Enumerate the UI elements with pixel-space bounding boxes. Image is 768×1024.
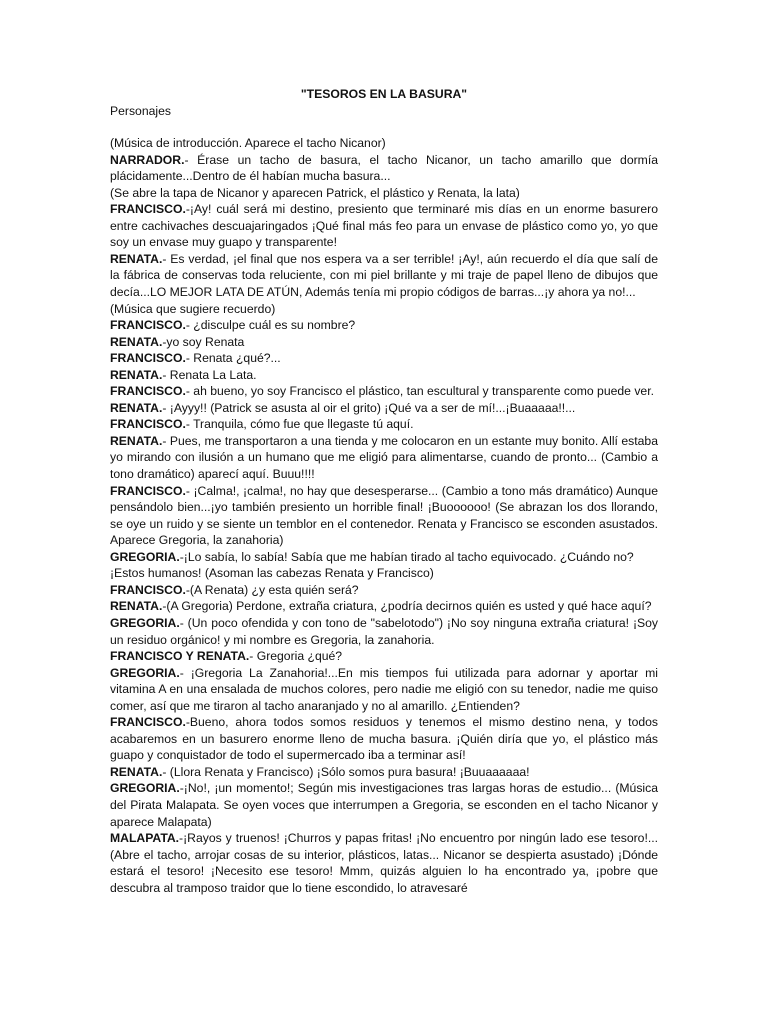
- speaker-name: RENATA.: [110, 251, 163, 266]
- stage-direction: [110, 301, 658, 318]
- stage-direction: [110, 135, 658, 152]
- characters-heading: Personajes: [110, 103, 171, 118]
- line-text: - Pues, me transportaron a una tienda y me colocaron en un estante muy bonito. Allí estaba yo mirando con ilusión a un humano que me eligió para alimentarse, cuando de pronto... (Cambio a tono dramático) aparecí aquí. Buuu!!!!: [110, 433, 658, 482]
- speaker-name: FRANCISCO.: [110, 384, 186, 399]
- line-text: (Música que sugiere recuerdo): [110, 301, 276, 316]
- script-body: [110, 135, 658, 896]
- speaker-name: RENATA.: [110, 400, 163, 415]
- line-text: - ah bueno, yo soy Francisco el plástico, tan escultural y transparente como puede ver.: [185, 384, 654, 399]
- line-text: - Tranquila, cómo fue que llegaste tú aquí.: [185, 417, 414, 432]
- speaker-name: MALAPATA.: [110, 831, 180, 846]
- speaker-name: GREGORIA.: [110, 781, 180, 796]
- speaker-name: FRANCISCO.: [110, 351, 186, 366]
- line-text: -¡Lo sabía, lo sabía! Sabía que me habían tirado al tacho equivocado. ¿Cuándo no? ¡Estos humanos! (Asoman las cabezas Renata y Francisco): [110, 549, 634, 581]
- speaker-name: RENATA.: [110, 433, 163, 448]
- dialogue-line: [110, 433, 658, 483]
- line-text: - ¡Calma!, ¡calma!, no hay que desesperarse... (Cambio a tono más dramático) Aunque pensándolo bien...¡yo también presiento un horrible final! ¡Buoooooo! (Se abrazan los dos llorando, se oye un ruido y se siente un temblor en el contenedor. Renata y Francisco se esconden asustados. Aparece Gregoria, la zanahoria): [110, 483, 658, 548]
- line-text: - Renata La Lata.: [162, 367, 257, 382]
- speaker-name: FRANCISCO.: [110, 483, 186, 498]
- line-text: -¡Rayos y truenos! ¡Churros y papas fritas! ¡No encuentro por ningún lado ese tesoro!... (Abre el tacho, arrojar cosas de su interior, plásticos, latas... Nicanor se despierta asustado) ¡Dónde estará el tesoro! ¡Necesito ese tesoro! Mmm, quizás alguien lo ha encontrado ya, ¡pobre que descubra al tramposo traidor que lo tiene escondido, lo atravesaré: [110, 831, 658, 895]
- dialogue-line: [110, 780, 658, 830]
- line-text: -yo soy Renata: [162, 334, 245, 349]
- dialogue-line: [110, 416, 658, 433]
- line-text: - ¡Ayyy!! (Patrick se asusta al oir el grito) ¡Qué va a ser de mí!...¡Buaaaaa!!...: [162, 400, 576, 415]
- line-text: - ¿disculpe cuál es su nombre?: [185, 318, 356, 333]
- dialogue-line: [110, 201, 658, 251]
- line-text: - (Llora Renata y Francisco) ¡Sólo somos pura basura! ¡Buuaaaaaa!: [162, 764, 530, 779]
- dialogue-line: [110, 549, 658, 582]
- line-text: - ¡Gregoria La Zanahoria!...En mis tiempos fui utilizada para adornar y aportar mi vitamina A en una ensalada de muchos colores, pero nadie me eligió con su tenedor, nadie me quiso comer, así que me tiraron al tacho anaranjado y no al amarillo. ¿Entienden?: [110, 665, 658, 713]
- dialogue-line: [110, 764, 658, 781]
- dialogue-line: [110, 483, 658, 549]
- dialogue-line: [110, 350, 658, 367]
- line-text: - (Un poco ofendida y con tono de "sabelotodo") ¡No soy ninguna extraña criatura! ¡Soy un residuo orgánico! y mi nombre es Gregoria, la zanahoria.: [110, 615, 658, 647]
- speaker-name: GREGORIA.: [110, 615, 180, 630]
- speaker-name: GREGORIA.: [110, 549, 180, 564]
- speaker-name: FRANCISCO Y RENATA.: [110, 649, 250, 664]
- stage-direction: [110, 185, 658, 202]
- speaker-name: RENATA.: [110, 599, 163, 614]
- speaker-name: RENATA.: [110, 764, 163, 779]
- dialogue-line: [110, 383, 658, 400]
- line-text: - Gregoria ¿qué?: [249, 649, 343, 664]
- dialogue-line: [110, 367, 658, 384]
- dialogue-line: [110, 648, 658, 665]
- dialogue-line: [110, 714, 658, 764]
- speaker-name: FRANCISCO.: [110, 417, 186, 432]
- line-text: - Renata ¿qué?...: [185, 351, 281, 366]
- line-text: -¡No!, ¡un momento!; Según mis investigaciones tras largas horas de estudio... (Música del Pirata Malapata. Se oyen voces que interrumpen a Gregoria, se esconden en el tacho Nicanor y aparece Malapata): [110, 781, 658, 829]
- document-title: "TESOROS EN LA BASURA": [300, 87, 468, 101]
- line-text: (Música de introducción. Aparece el tacho Nicanor): [110, 136, 386, 151]
- line-text: -¡Ay! cuál será mi destino, presiento que terminaré mis días en un enorme basurero entre cachivaches descuajaringados ¡Qué final más feo para un envase de plástico como yo, yo que soy un envase muy guapo y transparente!: [110, 202, 658, 250]
- line-text: (Se abre la tapa de Nicanor y aparecen Patrick, el plástico y Renata, la lata): [110, 185, 520, 200]
- speaker-name: FRANCISCO.: [110, 202, 186, 217]
- line-text: - Érase un tacho de basura, el tacho Nicanor, un tacho amarillo que dormía plácidamente...Dentro de él habían mucha basura...: [110, 152, 658, 184]
- dialogue-line: [110, 317, 658, 334]
- dialogue-line: [110, 152, 658, 185]
- speaker-name: FRANCISCO.: [110, 715, 186, 730]
- dialogue-line: [110, 251, 658, 301]
- speaker-name: RENATA.: [110, 334, 163, 349]
- dialogue-line: [110, 665, 658, 715]
- dialogue-line: [110, 400, 658, 417]
- speaker-name: FRANCISCO.: [110, 318, 186, 333]
- speaker-name: FRANCISCO.: [110, 582, 186, 597]
- document-page: [110, 86, 658, 896]
- dialogue-line: [110, 582, 658, 599]
- line-text: -(A Renata) ¿y esta quién será?: [185, 582, 359, 597]
- dialogue-line: [110, 334, 658, 351]
- line-text: -Bueno, ahora todos somos residuos y tenemos el mismo destino nena, y todos acabaremos en un basurero enorme lleno de mucha basura. ¡Quién diría que yo, el plástico más guapo y conquistador de todo el supermercado iba a terminar así!: [110, 715, 658, 763]
- speaker-name: RENATA.: [110, 367, 163, 382]
- line-text: - Es verdad, ¡el final que nos espera va a ser terrible! ¡Ay!, aún recuerdo el día que salí de la fábrica de conservas toda reluciente, con mi piel brillante y mi traje de papel lleno de dibujos que decía...LO MEJOR LATA DE ATÚN, Además tenía mi propio códigos de barras...¡y ahora ya no!...: [110, 251, 658, 300]
- spacer: [110, 119, 658, 135]
- line-text: -(A Gregoria) Perdone, extraña criatura, ¿podría decirnos quién es usted y qué hace aquí?: [162, 599, 652, 614]
- dialogue-line: [110, 598, 658, 615]
- speaker-name: NARRADOR.: [110, 152, 185, 167]
- dialogue-line: [110, 615, 658, 648]
- speaker-name: GREGORIA.: [110, 665, 180, 680]
- dialogue-line: [110, 830, 658, 896]
